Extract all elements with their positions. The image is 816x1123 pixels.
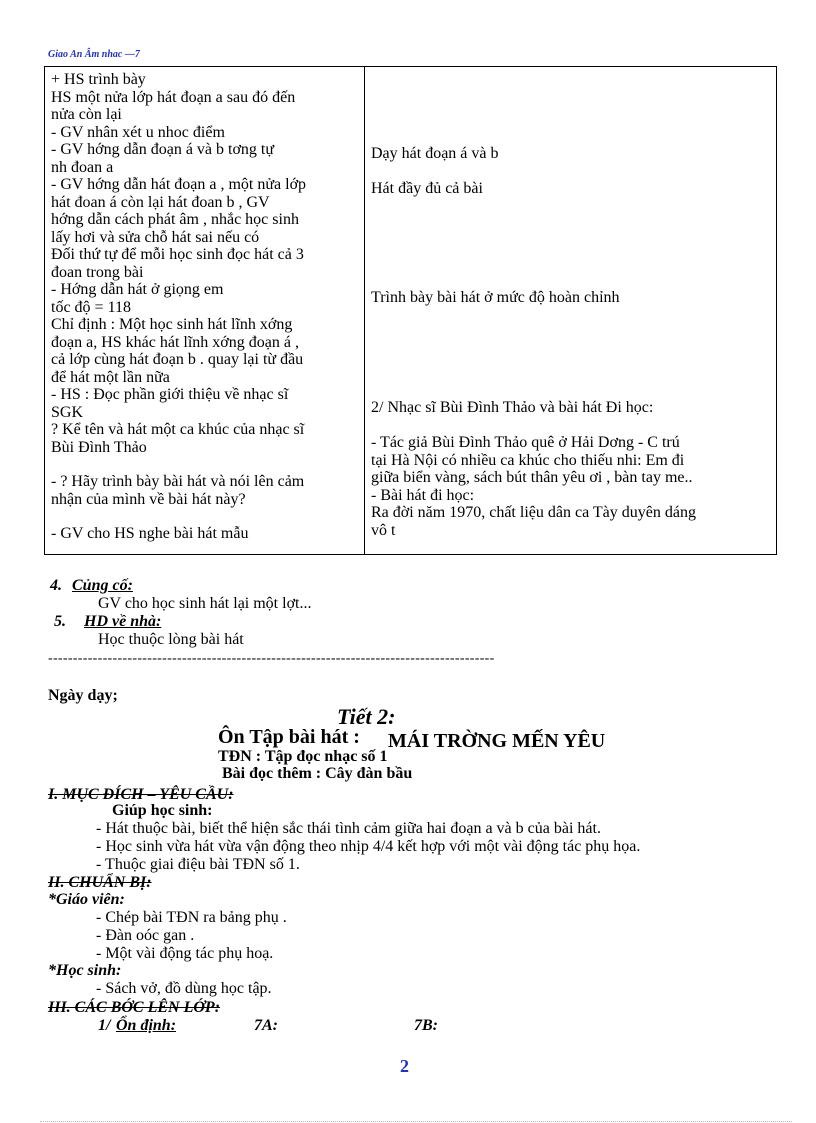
consolidation-title: Củng cố: <box>72 577 133 594</box>
left-line: cả lớp cùng hát đoạn b . quay lại từ đầu <box>51 351 304 368</box>
left-line: - GV cho HS nghe bài hát mẫu <box>51 525 249 542</box>
left-line: ? Kể tên và hát một ca khúc của nhạc sĩ <box>51 421 305 438</box>
left-line: - GV hớng dẫn hát đoạn a , một nửa lớp <box>51 176 307 193</box>
right-line: Dạy hát đoạn á và b <box>371 145 499 162</box>
left-spacer <box>51 508 361 525</box>
section-2-title: II. CHUẨN BỊ: <box>48 874 152 891</box>
left-line: HS một nửa lớp hát đoạn a sau đó đến <box>51 88 296 106</box>
left-line: - GV nhân xét u nhoc điểm <box>51 123 225 141</box>
song-title: MÁI TRỜNG MẾN YÊU <box>388 730 606 752</box>
left-line: + HS trình bày <box>51 71 146 88</box>
class-7b: 7B: <box>414 1017 438 1034</box>
section-3-title: III. CÁC BỚC LÊN LỚP: <box>48 999 221 1016</box>
right-block: - Tác giả Bùi Đình Thảo quê ở Hải Dơng - C trú tại Hà Nội có nhiều ca khúc cho thiếu nhi: Em đi giữa biển vàng, sách bút thân yêu ơi , bàn tay me.. - Bài hát đi học: Ra đời năm 1970, chất liệu dân ca Tày duyên dáng vô t <box>371 434 696 539</box>
left-line: - HS : Đọc phần giới thiệu về nhạc sĩ <box>51 386 289 403</box>
goal-item: - Thuộc giai điệu bài TĐN số 1. <box>96 856 300 873</box>
left-line: hát đoan á còn lại hát đoan b , GV <box>51 193 270 211</box>
left-line: hớng dẫn cách phát âm , nhắc học sinh <box>51 211 299 228</box>
table-divider <box>364 67 365 554</box>
right-line: Hát đầy đủ cả bài <box>371 180 483 197</box>
tdn-line: TĐN : Tập đọc nhạc số 1 <box>218 748 388 765</box>
left-line: Đối thứ tự để mỗi học sinh đọc hát cả 3 <box>51 246 304 263</box>
left-line: Chỉ định : Một học sinh hát lĩnh xớng <box>51 316 293 333</box>
goal-item: - Học sinh vừa hát vừa vận động theo nhịp 4/4 kết hợp với một vài động tác phụ họa. <box>96 838 641 855</box>
page-number: 2 <box>400 1056 409 1076</box>
section-1-title: I. MỤC ĐÍCH – YÊU CẦU: <box>48 786 234 803</box>
left-line: nửa còn lại <box>51 106 122 123</box>
left-line: để hát một lần nữa <box>51 368 170 386</box>
separator-line: ------------------------------------------------------------------------------------------ <box>48 651 495 666</box>
left-line: đoạn a, HS khác hát lĩnh xớng đoạn á , <box>51 333 299 351</box>
left-line: - ? Hãy trình bày bài hát và nói lên cảm <box>51 473 305 490</box>
teacher-item: - Đàn oóc gan . <box>96 927 195 944</box>
step-number: 1/ <box>98 1017 111 1034</box>
right-line: Trình bày bài hát ở mức độ hoàn chỉnh <box>371 289 620 306</box>
date-label: Ngày dạy; <box>48 687 118 704</box>
lesson-title: Tiết 2: <box>337 704 396 729</box>
lesson-table <box>44 66 777 555</box>
consolidation-text: GV cho học sinh hát lại một lợt... <box>98 595 312 612</box>
section-1-sub: Giúp học sinh: <box>112 802 213 819</box>
student-item: - Sách vở, đồ dùng học tập. <box>96 980 272 997</box>
goal-item: - Hát thuộc bài, biết thể hiện sắc thái tình cảm giữa hai đoạn a và b của bài hát. <box>96 820 601 837</box>
left-line: - GV hớng dẫn đoạn á và b tơng tự <box>51 141 275 158</box>
footer-line <box>40 1121 792 1122</box>
left-line: nh đoan a <box>51 158 114 176</box>
left-column <box>51 71 361 543</box>
review-label: Ôn Tập bài hát : <box>218 726 360 748</box>
student-label: *Học sinh: <box>48 962 122 979</box>
homework-title: HD về nhà: <box>84 613 162 630</box>
homework-num: 5. <box>54 613 66 630</box>
teacher-item: - Một vài động tác phụ hoạ. <box>96 945 274 962</box>
homework-text: Học thuộc lòng bài hát <box>98 631 244 648</box>
left-spacer <box>51 456 361 473</box>
extra-reading: Bài đọc thêm : Cây đàn bầu <box>222 765 413 782</box>
teacher-label: *Giáo viên: <box>48 891 125 908</box>
left-line: SGK <box>51 403 84 421</box>
left-line: - Hớng dẫn hát ở giọng em <box>51 281 224 298</box>
step-title: Ổn định: <box>116 1017 177 1034</box>
page-header: Giao An Âm nhac —7 <box>48 49 140 60</box>
left-line: lấy hơi và sửa chỗ hát sai nếu có <box>51 228 260 246</box>
teacher-item: - Chép bài TĐN ra bảng phụ . <box>96 909 287 926</box>
left-line: Bùi Đình Thảo <box>51 438 147 456</box>
left-line: nhận của mình về bài hát này? <box>51 490 246 508</box>
right-line: 2/ Nhạc sĩ Bùi Đình Thảo và bài hát Đi học: <box>371 399 654 416</box>
left-line: tốc độ = 118 <box>51 298 131 316</box>
class-7a: 7A: <box>254 1017 278 1034</box>
consolidation-num: 4. <box>50 577 62 594</box>
left-line: đoan trong bài <box>51 263 144 281</box>
